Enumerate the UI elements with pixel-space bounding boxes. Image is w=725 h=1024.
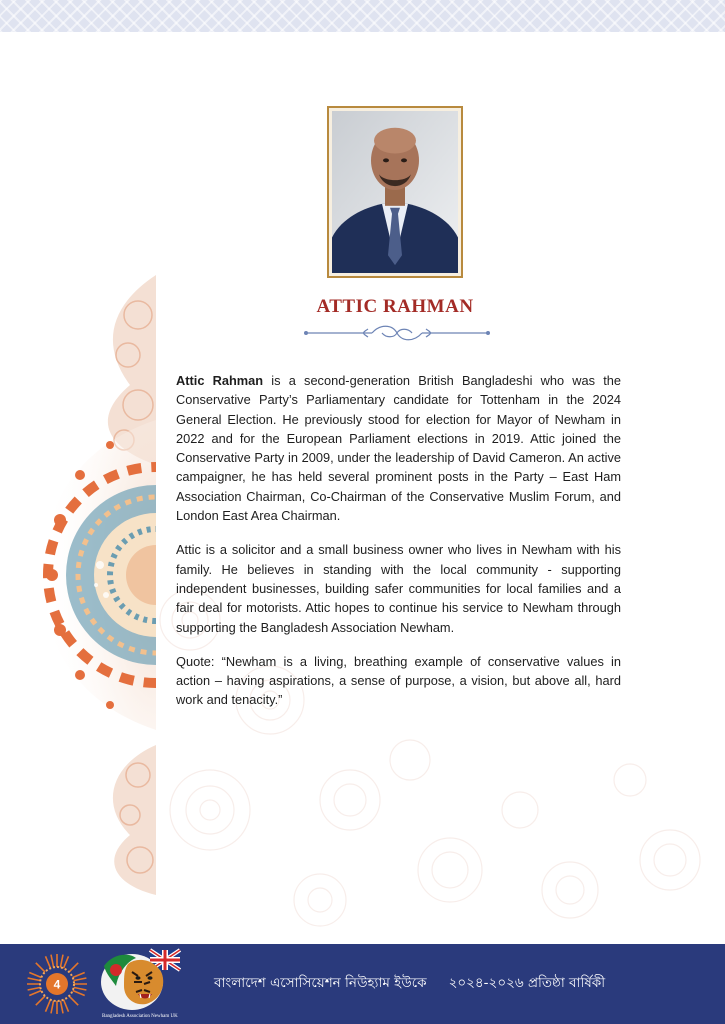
- portrait-photo: [327, 106, 463, 278]
- bio-lead-name: Attic Rahman: [176, 373, 264, 388]
- top-pattern-band: [0, 0, 725, 32]
- person-name: ATTIC RAHMAN: [316, 296, 474, 317]
- association-logo-icon: [98, 946, 184, 1020]
- footer-anniversary-text: ২০২৪-২০২৬ প্রতিষ্ঠা বার্ষিকী: [448, 975, 606, 991]
- sunburst-badge-icon: [26, 953, 88, 1015]
- man-in-suit-portrait-icon: [332, 111, 458, 273]
- mandala-ornament-icon: [40, 275, 156, 895]
- biography-text: [176, 371, 621, 725]
- bio-quote: Quote: “Newham is a living, breathing example of conservative values in action – having aspirations, a sense of purpose, a vision, but above all, hard work and tenacity.”: [176, 653, 621, 708]
- page-number: 4: [53, 977, 61, 992]
- bio-paragraph-2: Attic is a solicitor and a small business owner who lives in Newham with his family. He believes in standing with the local community - supporting independent businesses, building safer communities for local families and a fair deal for motorists. Attic hopes to continue his service to Newham through supporting the Bangladesh Association Newham.: [176, 542, 621, 635]
- bio-paragraph-1: [176, 371, 621, 525]
- logo-text: Bangladesh Association Newham UK: [102, 1014, 178, 1019]
- flourish-divider-icon: [302, 322, 492, 344]
- footer-title: [214, 972, 606, 995]
- bio-paragraph-1-text: is a second-generation British Bangladeshi who was the Conservative Party’s Parliamentary candidate for Tottenham in the 2024 General Election. He previously stood for election for Mayor of Newham in 2022 and for the European Parliament elections in 2019. Attic joined the Conservative Party in 2009, under the leadership of David Cameron. An active campaigner, he has held several prominent posts in the Party – East Ham Association Chairman, Co-Chairman of the Conservative Muslim Forum, and London East Area Chairman.: [176, 373, 622, 524]
- footer-association-name: বাংলাদেশ এসোসিয়েশন নিউহ্যাম ইউকে: [214, 975, 427, 991]
